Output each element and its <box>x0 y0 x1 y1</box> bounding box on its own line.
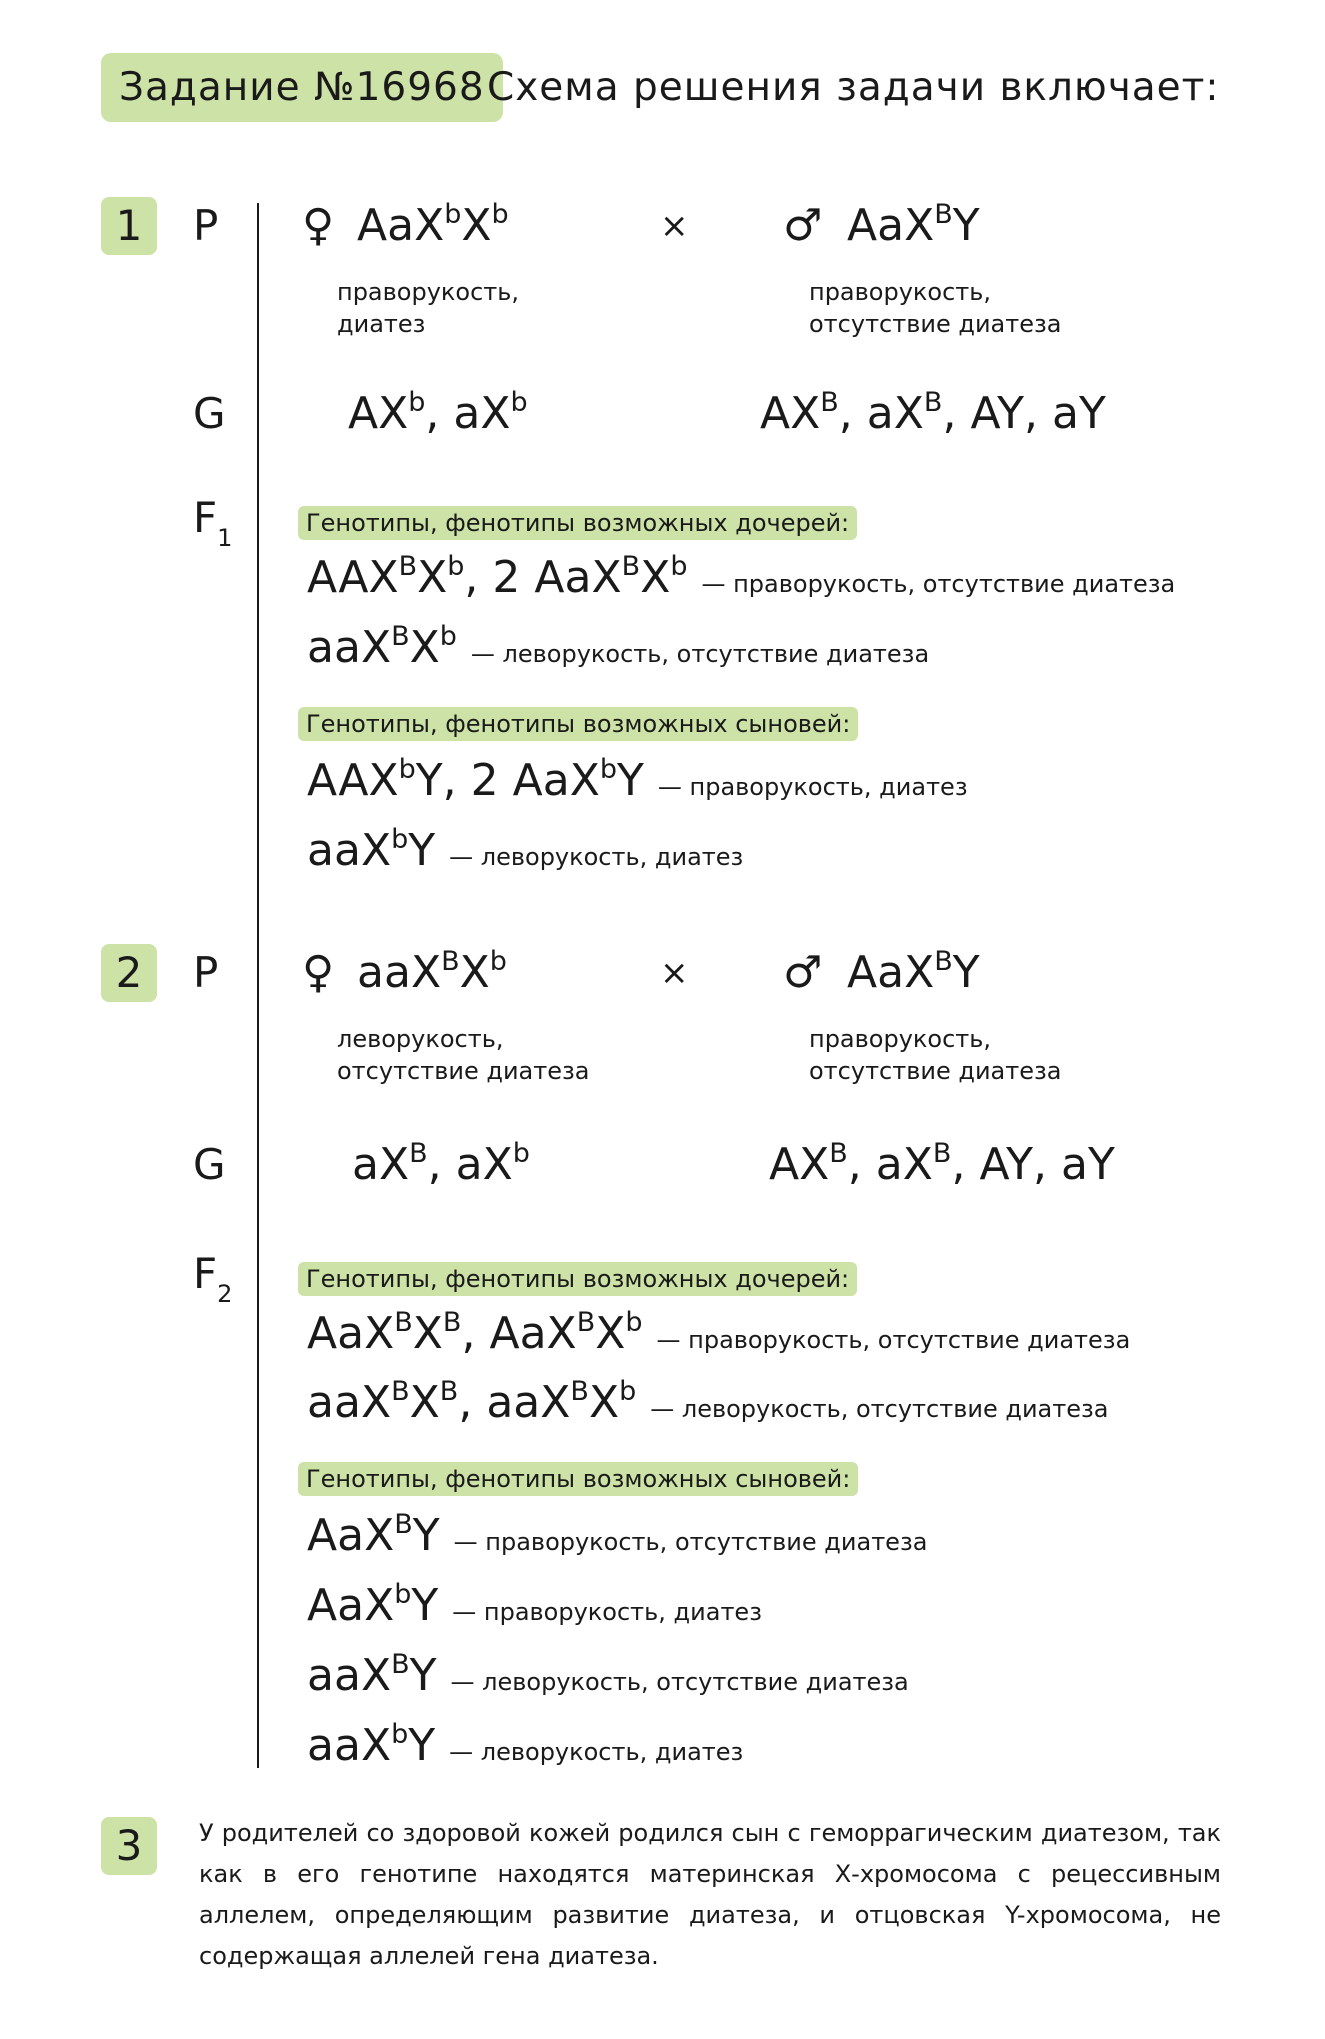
phenotype: — леворукость, отсутствие диатеза <box>470 640 930 668</box>
step-1-son-row <box>307 825 743 876</box>
step-1-male-genotype: AaX$^B$Y <box>847 199 980 251</box>
genotype: AaX$^b$Y <box>307 1579 439 1631</box>
phenotype-line: праворукость, <box>809 1025 992 1053</box>
step-1-female-gametes: $AX^b$, $aX^b$ <box>348 387 528 439</box>
step-2-female-gametes: $aX^B$, $aX^b$ <box>352 1138 530 1190</box>
step-1-male-phenotype <box>809 276 1061 340</box>
f-subscript: 2 <box>217 1280 233 1308</box>
step-2-sons-heading: Генотипы, фенотипы возможных сыновей: <box>298 1462 858 1496</box>
female-symbol-icon: ♀ <box>302 200 335 251</box>
genotype: aaX$^b$Y <box>307 824 436 876</box>
page-heading: Схема решения задачи включает: <box>487 65 1220 110</box>
female-symbol-icon: ♀ <box>302 947 335 998</box>
step-2-f-label <box>193 1245 232 1323</box>
step-1-daughters-heading: Генотипы, фенотипы возможных дочерей: <box>298 506 857 540</box>
f-letter: F <box>193 1249 218 1298</box>
phenotype: — леворукость, диатез <box>449 1738 744 1766</box>
step-3-badge: 3 <box>101 1817 157 1875</box>
step-2-male-gametes: $AX^B$, $aX^B$, AY, aY <box>769 1138 1115 1190</box>
step-1-female-genotype: $AaX^bX^b$ <box>357 199 509 251</box>
step-2-male-phenotype <box>809 1023 1061 1087</box>
genotype: $aaX^BX^B$, $aaX^BX^b$ <box>307 1376 637 1428</box>
step-2-son-row <box>307 1580 762 1631</box>
step-1-son-row <box>307 755 968 806</box>
step-1-g-label: G <box>193 389 226 438</box>
step-2-p-label: P <box>193 948 219 997</box>
phenotype-line: отсутствие диатеза <box>337 1057 590 1085</box>
phenotype: — праворукость, отсутствие диатеза <box>453 1528 928 1556</box>
male-symbol-icon: ♂ <box>783 947 823 998</box>
step-2-daughters-heading: Генотипы, фенотипы возможных дочерей: <box>298 1262 857 1296</box>
phenotype-line: праворукость, <box>337 278 520 306</box>
step-3-explanation: У родителей со здоровой кожей родился сын с геморрагическим диатезом, так как в его генотипе находятся материнская Х-хромосома с рецессивным аллелем, определяющим развитие диатеза, и отцовская Y-хромосома, не содержащая аллелей гена диатеза. <box>199 1819 1221 1970</box>
phenotype-line: отсутствие диатеза <box>809 310 1062 338</box>
f-subscript: 1 <box>217 524 233 552</box>
genotype: AAX$^b$Y, 2 AaX$^b$Y <box>307 754 644 806</box>
task-number-badge: Задание №16968 <box>101 53 503 122</box>
phenotype-line: диатез <box>337 310 426 338</box>
step-1-daughter-row <box>307 552 1175 603</box>
genotype: $AaX^BX^B$, $AaX^BX^b$ <box>307 1307 643 1359</box>
step-2-female-genotype: $aaX^BX^b$ <box>357 946 507 998</box>
step-1-male-gametes: $AX^B$, $aX^B$, AY, aY <box>760 387 1106 439</box>
phenotype: — леворукость, отсутствие диатеза <box>450 1668 909 1696</box>
step-2-female-phenotype <box>337 1023 589 1087</box>
step-1-f-label <box>193 489 232 567</box>
step-1-female-phenotype <box>337 276 519 340</box>
step-1-badge: 1 <box>101 197 157 255</box>
phenotype: — праворукость, отсутствие диатеза <box>656 1326 1131 1354</box>
genotype: aaX$^B$Y <box>307 1649 437 1701</box>
vertical-divider <box>257 203 259 1768</box>
step-2-g-label: G <box>193 1140 226 1189</box>
step-2-son-row <box>307 1720 743 1771</box>
step-2-badge: 2 <box>101 944 157 1002</box>
step-2-male-genotype: AaX$^B$Y <box>847 946 980 998</box>
f-letter: F <box>193 493 218 542</box>
step-2-daughter-row <box>307 1377 1108 1428</box>
phenotype: — праворукость, отсутствие диатеза <box>701 570 1176 598</box>
phenotype: — леворукость, отсутствие диатеза <box>650 1395 1109 1423</box>
phenotype: — праворукость, диатез <box>452 1598 762 1626</box>
male-symbol-icon: ♂ <box>783 200 823 251</box>
cross-symbol: × <box>660 206 689 246</box>
phenotype: — праворукость, диатез <box>657 773 968 801</box>
step-2-daughter-row <box>307 1308 1130 1359</box>
step-1-p-label: P <box>193 201 219 250</box>
cross-symbol: × <box>660 953 689 993</box>
phenotype-line: отсутствие диатеза <box>809 1057 1062 1085</box>
phenotype-line: праворукость, <box>809 278 992 306</box>
genotype: aaX$^b$Y <box>307 1719 436 1771</box>
genotype: AaX$^B$Y <box>307 1509 440 1561</box>
step-2-son-row <box>307 1510 927 1561</box>
genotype: $AAX^BX^b$, 2 $AaX^BX^b$ <box>307 551 688 603</box>
phenotype-line: леворукость, <box>337 1025 504 1053</box>
genotype: $aaX^BX^b$ <box>307 621 457 673</box>
phenotype: — леворукость, диатез <box>449 843 744 871</box>
step-2-son-row <box>307 1650 909 1701</box>
step-1-sons-heading: Генотипы, фенотипы возможных сыновей: <box>298 707 858 741</box>
step-1-daughter-row <box>307 622 929 673</box>
